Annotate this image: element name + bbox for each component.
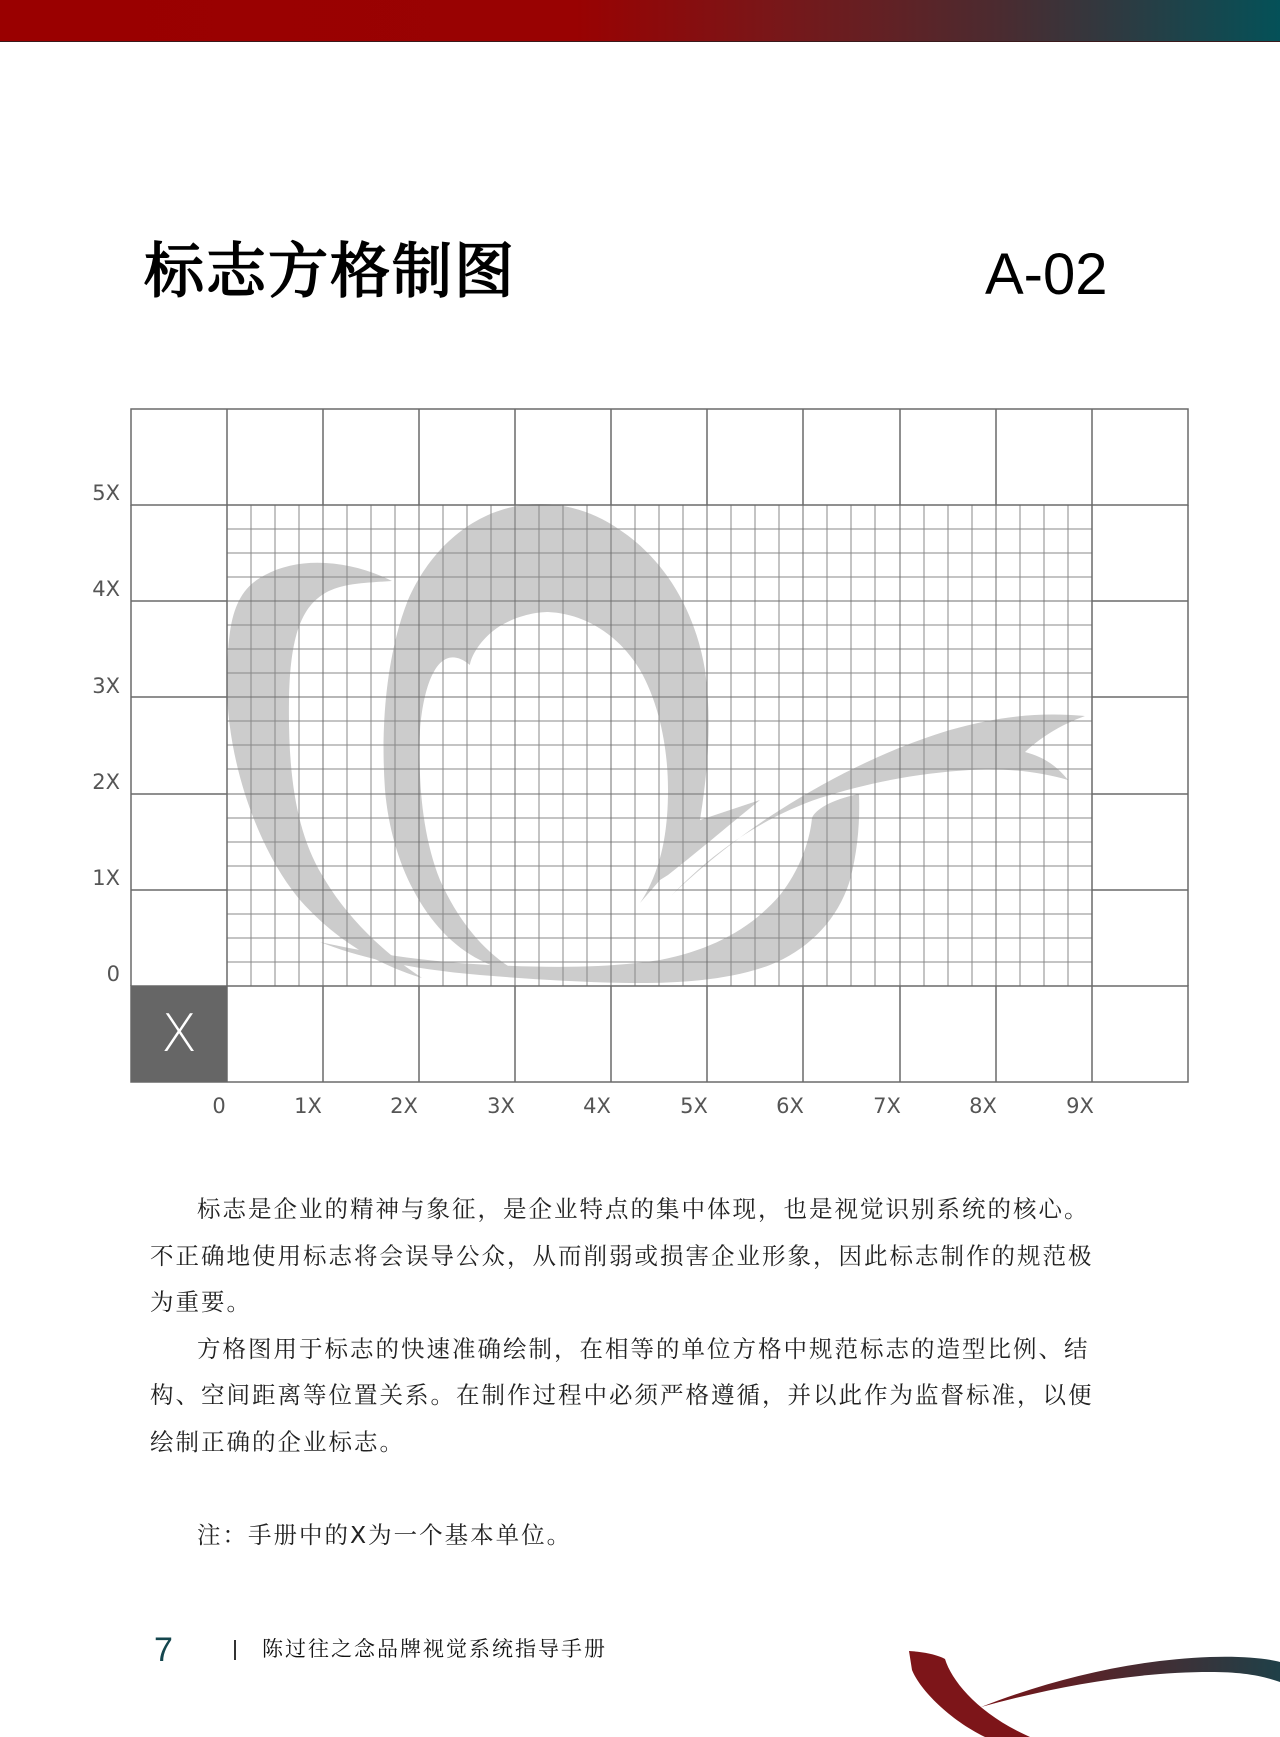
x-axis-label: 9X (1066, 1094, 1094, 1118)
page-number: 7 (154, 1631, 173, 1669)
corner-swoosh-decoration (880, 1620, 1280, 1737)
x-axis-label: 0 (212, 1094, 226, 1118)
y-axis-label: 1X (92, 866, 120, 890)
inner-subgrid (227, 505, 1092, 986)
description-text (150, 1186, 1100, 1465)
x-axis-label: 1X (294, 1094, 322, 1118)
x-axis-label: 4X (583, 1094, 611, 1118)
unit-x-box: X (131, 986, 227, 1082)
page-code: A-02 (985, 242, 1108, 307)
x-axis-label: 3X (487, 1094, 515, 1118)
y-axis-label: 3X (92, 674, 120, 698)
x-axis-label: 7X (873, 1094, 901, 1118)
logo-mark (227, 504, 1085, 983)
x-axis-label: 2X (390, 1094, 418, 1118)
paragraph: 标志是企业的精神与象征，是企业特点的集中体现，也是视觉识别系统的核心。不正确地使用标志将会误导公众，从而削弱或损害企业形象，因此标志制作的规范极为重要。 (150, 1195, 1094, 1316)
manual-title: 陈过往之念品牌视觉系统指导手册 (262, 1637, 607, 1661)
x-axis-label: 5X (680, 1094, 708, 1118)
x-axis-label: 8X (969, 1094, 997, 1118)
y-axis-label: 5X (92, 481, 120, 505)
unit-note: 注：手册中的X为一个基本单位。 (197, 1521, 573, 1549)
x-axis-label: 6X (776, 1094, 804, 1118)
paragraph: 方格图用于标志的快速准确绘制，在相等的单位方格中规范标志的造型比例、结构、空间距离等位置关系。在制作过程中必须严格遵循，并以此作为监督标准，以便绘制正确的企业标志。 (150, 1334, 1094, 1456)
y-axis-label: 0 (106, 962, 120, 986)
page-title: 标志方格制图 (144, 237, 516, 307)
y-axis-label: 4X (92, 577, 120, 601)
y-axis-label: 2X (92, 770, 120, 794)
footer-separator (234, 1640, 236, 1660)
